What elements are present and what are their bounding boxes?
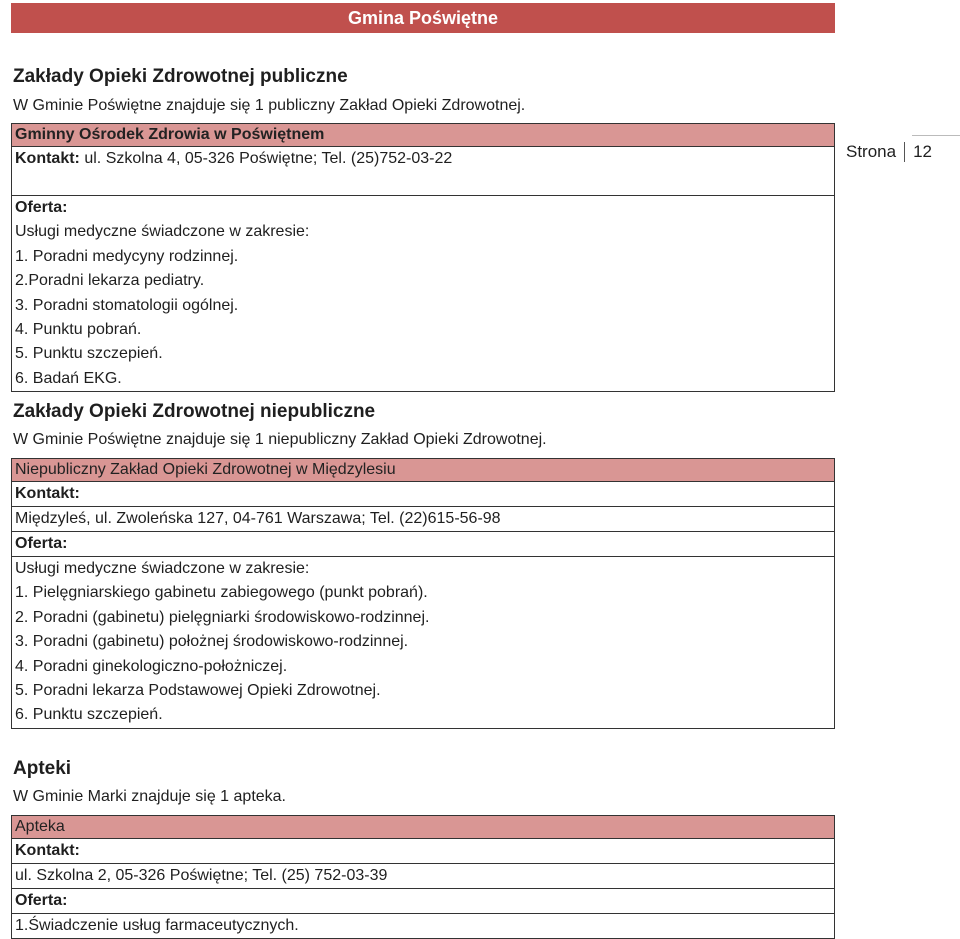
service-item: 1. Poradni medycyny rodzinnej.	[15, 247, 239, 265]
contact-value-row-pharmacy	[12, 864, 835, 889]
contact-value: Międzyleś, ul. Zwoleńska 127, 04-761 Warszawa; Tel. (22)615-56-98	[15, 510, 501, 527]
contact-value: ul. Szkolna 2, 05-326 Poświętne; Tel. (25) 752-03-39	[15, 867, 388, 884]
offer-intro: Usługi medyczne świadczone w zakresie:	[15, 560, 310, 577]
page-number	[846, 142, 932, 162]
service-item: 1. Pielęgniarskiego gabinetu zabiegowego (punkt pobrań).	[15, 584, 428, 602]
offer-row-pharmacy	[12, 914, 835, 939]
offer-label-row-nonpublic	[12, 532, 835, 557]
contact-label-row-nonpublic	[12, 482, 835, 507]
facility-name-nonpublic: Niepubliczny Zakład Opieki Zdrowotnej w Międzylesiu	[12, 459, 835, 482]
service-item: 2. Poradni (gabinetu) pielęgniarki środowiskowo-rodzinnej.	[15, 608, 430, 626]
page-number-rule	[912, 135, 960, 136]
section-title-public: Zakłady Opieki Zdrowotnej publiczne	[13, 66, 348, 87]
service-item: 3. Poradni (gabinetu) położnej środowiskowo-rodzinnej.	[15, 633, 409, 651]
intro-nonpublic: W Gminie Poświętne znajduje się 1 niepubliczny Zakład Opieki Zdrowotnej.	[13, 431, 547, 448]
offer-label: Oferta:	[15, 892, 68, 909]
service-item: 1.Świadczenie usług farmaceutycznych.	[15, 917, 299, 934]
offer-row-nonpublic	[12, 557, 835, 729]
service-item: 4. Punktu pobrań.	[15, 320, 142, 338]
service-item: 5. Punktu szczepień.	[15, 345, 163, 363]
section-title-pharmacy: Apteki	[13, 758, 72, 779]
facility-box-public	[11, 123, 835, 392]
contact-row-public	[12, 147, 835, 196]
offer-label-row-pharmacy	[12, 889, 835, 914]
offer-row-public	[12, 196, 835, 392]
service-item: 4. Poradni ginekologiczno-położniczej.	[15, 657, 288, 675]
offer-intro: Usługi medyczne świadczone w zakresie:	[15, 223, 310, 241]
contact-value-row-nonpublic	[12, 507, 835, 532]
service-item: 3. Poradni stomatologii ogólnej.	[15, 296, 239, 314]
page-label: Strona	[846, 142, 897, 161]
intro-public: W Gminie Poświętne znajduje się 1 publiczny Zakład Opieki Zdrowotnej.	[13, 97, 526, 114]
contact-label: Kontakt:	[15, 485, 80, 502]
service-item: 6. Punktu szczepień.	[15, 706, 163, 724]
offer-label: Oferta:	[15, 535, 68, 552]
facility-name-pharmacy: Apteka	[12, 816, 835, 839]
intro-pharmacy: W Gminie Marki znajduje się 1 apteka.	[13, 788, 286, 805]
contact-label: Kontakt:	[15, 150, 80, 167]
service-item: 6. Badań EKG.	[15, 369, 122, 387]
facility-box-pharmacy	[11, 815, 835, 939]
section-title-nonpublic: Zakłady Opieki Zdrowotnej niepubliczne	[13, 401, 376, 422]
contact-label-row-pharmacy	[12, 839, 835, 864]
service-item: 2.Poradni lekarza pediatry.	[15, 272, 205, 290]
page-header: Gmina Poświętne	[11, 3, 835, 33]
page-number-value: 12	[913, 142, 933, 161]
facility-box-nonpublic	[11, 458, 835, 729]
facility-name-public: Gminny Ośrodek Zdrowia w Poświętnem	[12, 124, 835, 147]
offer-label: Oferta:	[15, 199, 68, 216]
service-item: 5. Poradni lekarza Podstawowej Opieki Zdrowotnej.	[15, 681, 381, 699]
page-number-separator	[904, 142, 905, 162]
contact-label: Kontakt:	[15, 842, 80, 859]
contact-value: ul. Szkolna 4, 05-326 Poświętne; Tel. (25)752-03-22	[84, 150, 453, 167]
